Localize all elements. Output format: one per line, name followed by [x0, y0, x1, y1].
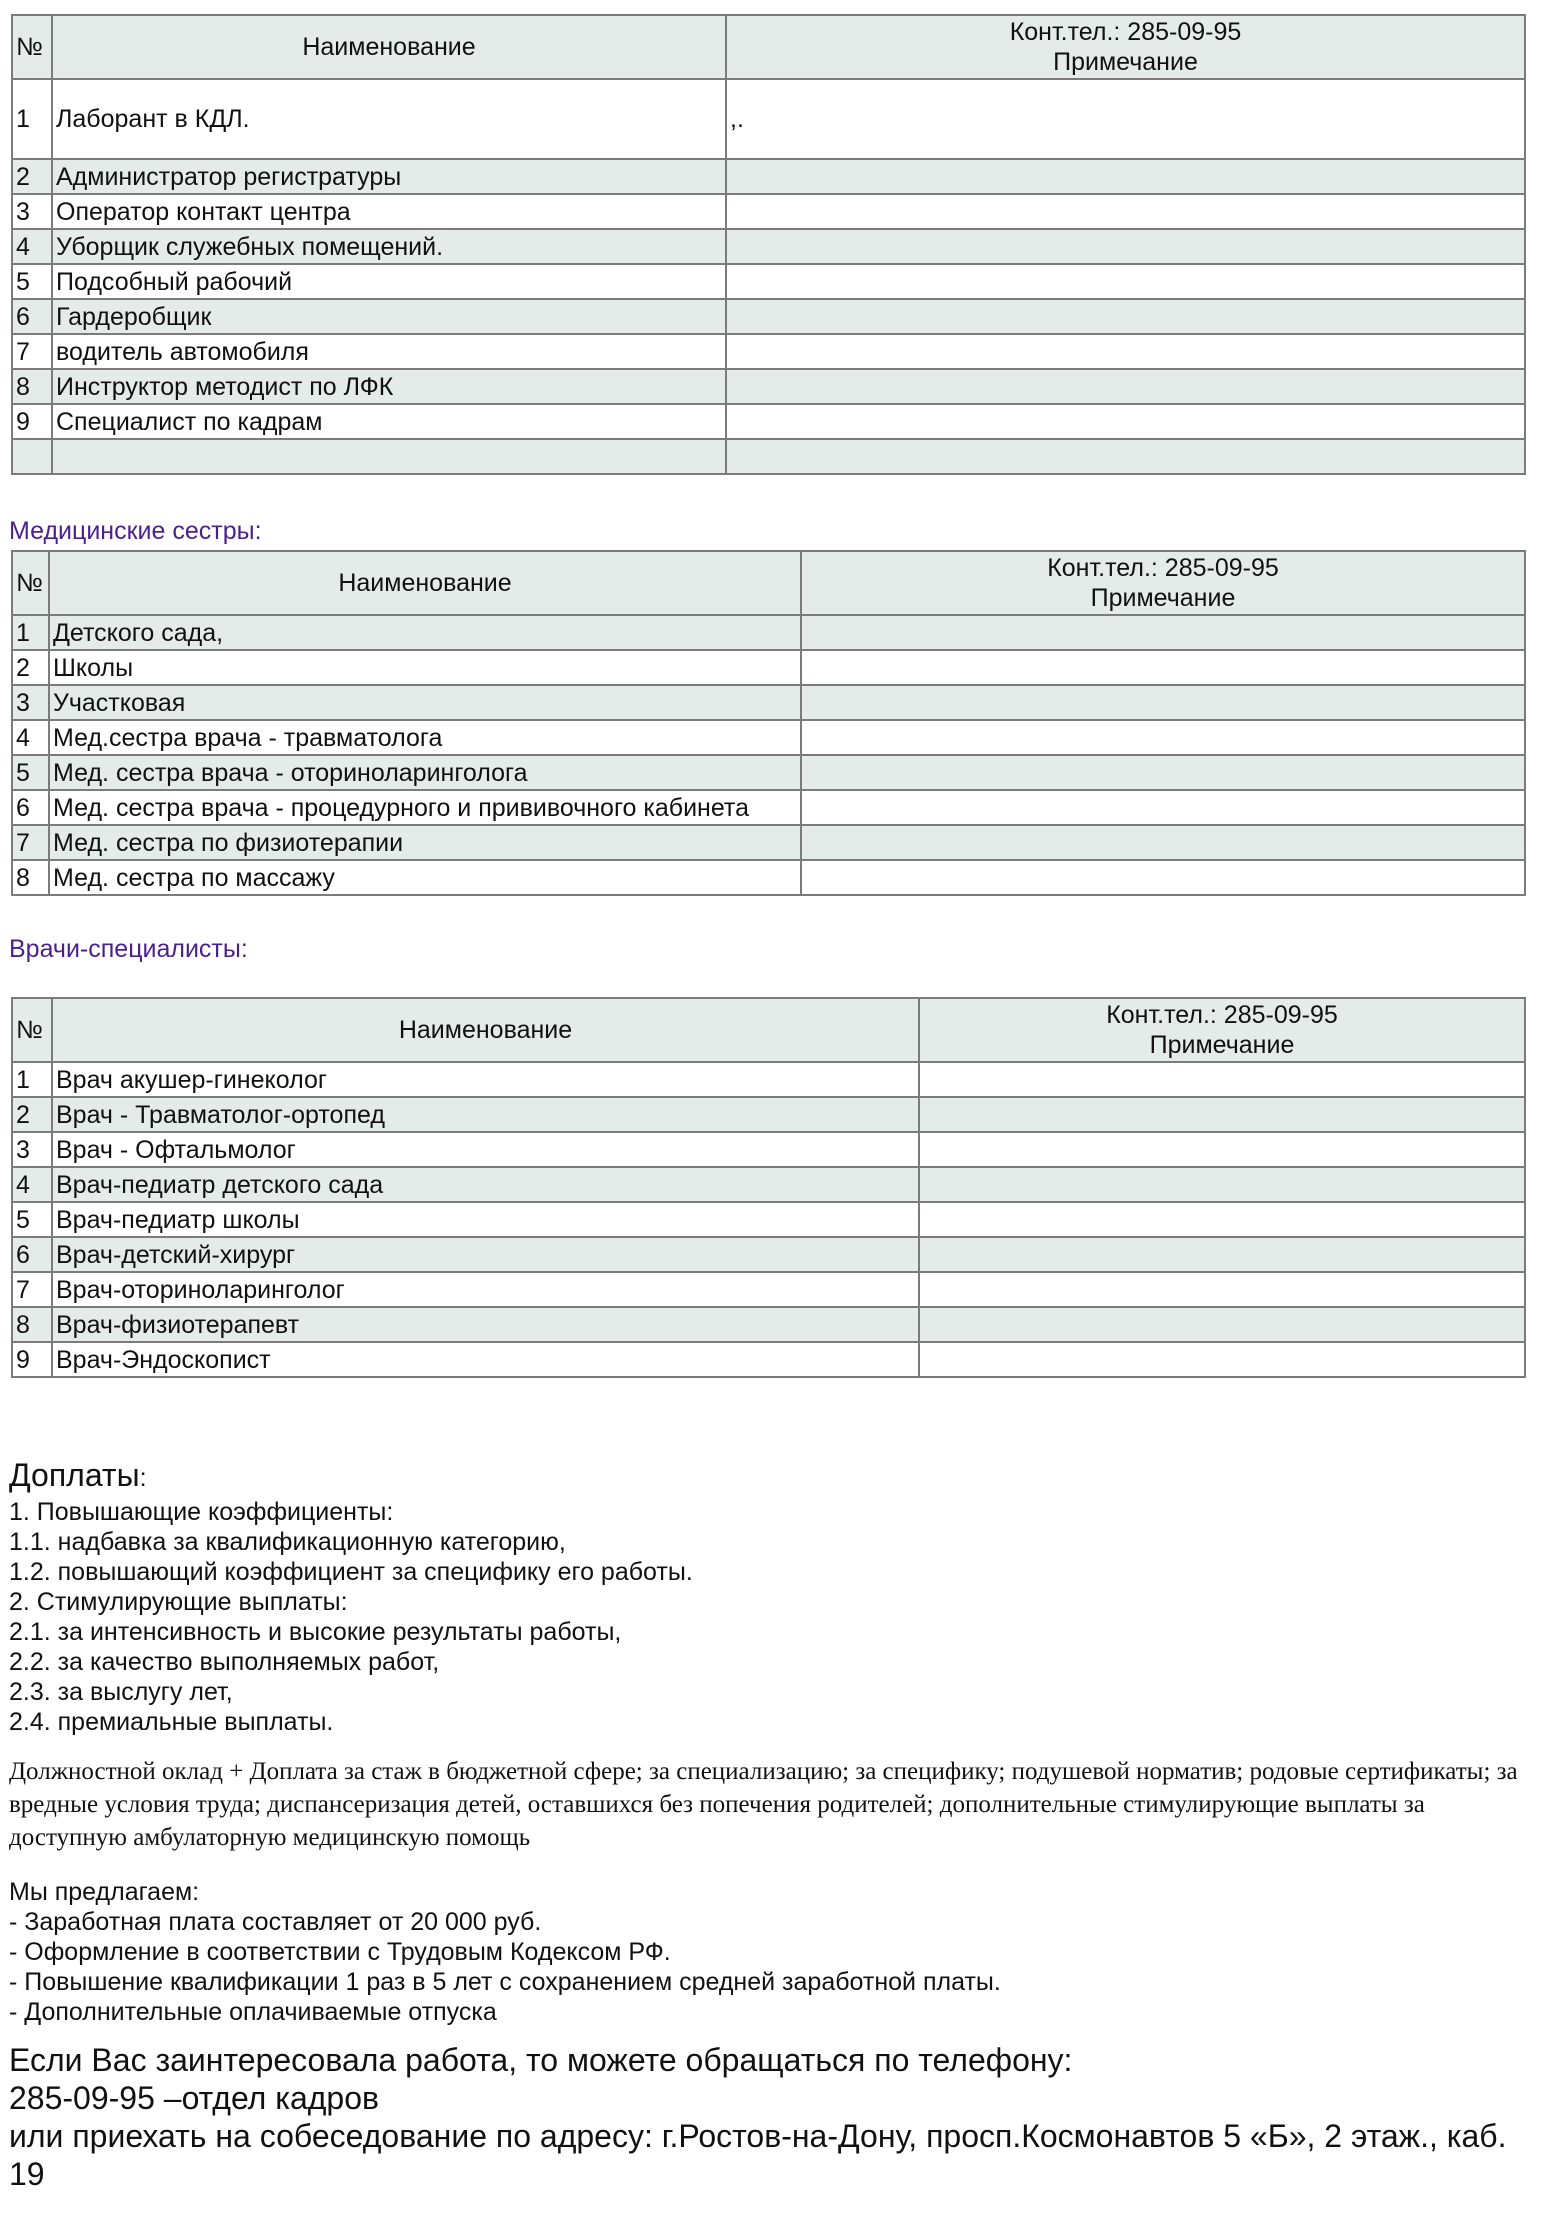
header-name: Наименование [52, 998, 919, 1062]
row-number: 6 [12, 299, 52, 334]
row-note [726, 369, 1525, 404]
table-row [12, 1062, 1525, 1097]
contact-line-1: Если Вас заинтересовала работа, то можете обращаться по телефону: [9, 2042, 1073, 2078]
table-row [12, 79, 1525, 159]
doctors-body [12, 1062, 1525, 1377]
row-note [726, 229, 1525, 264]
row-name: Лаборант в КДЛ. [52, 79, 726, 159]
table-row [12, 755, 1525, 790]
row-number: 5 [12, 755, 49, 790]
nurses-section-title: Медицинские сестры: [9, 517, 262, 545]
row-number: 3 [12, 685, 49, 720]
table-row [12, 439, 1525, 474]
offer-section [9, 1877, 1001, 2027]
bonuses-line: 1. Повышающие коэффициенты: [9, 1498, 394, 1526]
bonuses-section [9, 1456, 693, 1737]
row-name: Врач-педиатр детского сада [52, 1167, 919, 1202]
bonuses-line: 2. Стимулирующие выплаты: [9, 1588, 348, 1616]
table-header-row [12, 998, 1525, 1062]
row-name: Мед. сестра по физиотерапии [49, 825, 801, 860]
contact-line-2: 285-09-95 –отдел кадров [9, 2080, 379, 2116]
row-name: Участковая [49, 685, 801, 720]
nurses-body [12, 615, 1525, 895]
bonuses-heading [9, 1456, 693, 1497]
table-row [12, 650, 1525, 685]
doctors-section-title: Врачи-специалисты: [9, 935, 248, 963]
row-note [801, 790, 1525, 825]
row-note [919, 1237, 1525, 1272]
row-note [801, 860, 1525, 895]
header-name: Наименование [49, 551, 801, 615]
offer-line: - Повышение квалификации 1 раз в 5 лет с сохранением средней заработной платы. [9, 1968, 1001, 1996]
table-header-row [12, 15, 1525, 79]
table-row [12, 720, 1525, 755]
row-note [801, 685, 1525, 720]
row-note [801, 825, 1525, 860]
table-row [12, 1237, 1525, 1272]
row-note [801, 720, 1525, 755]
header-note [801, 551, 1525, 615]
row-name: Детского сада, [49, 615, 801, 650]
row-note [919, 1097, 1525, 1132]
row-number: 2 [12, 159, 52, 194]
row-number: 5 [12, 1202, 52, 1237]
salary-paragraph: Должностной оклад + Доплата за стаж в бюджетной сфере; за специализацию; за специфику; подушевой норматив; родовые сертификаты; за вредные условия труда; диспансеризация детей, оставшихся без попечения родителей; дополнительные стимулирующие выплаты за доступную амбулаторную медицинскую помощь [9, 1758, 1518, 1851]
row-name: Уборщик служебных помещений. [52, 229, 726, 264]
row-note [801, 615, 1525, 650]
table-row [12, 334, 1525, 369]
row-note [726, 404, 1525, 439]
row-name: Подсобный рабочий [52, 264, 726, 299]
row-note [919, 1307, 1525, 1342]
row-name: водитель автомобиля [52, 334, 726, 369]
row-note [919, 1167, 1525, 1202]
row-number: 2 [12, 650, 49, 685]
row-name: Врач - Офтальмолог [52, 1132, 919, 1167]
row-name: Врач-физиотерапевт [52, 1307, 919, 1342]
table-row [12, 1202, 1525, 1237]
row-name [52, 439, 726, 474]
row-number: 4 [12, 720, 49, 755]
row-number: 3 [12, 1132, 52, 1167]
row-number: 6 [12, 1237, 52, 1272]
row-name: Мед. сестра по массажу [49, 860, 801, 895]
row-name: Врач-оториноларинголог [52, 1272, 919, 1307]
header-note [726, 15, 1525, 79]
row-name: Гардеробщик [52, 299, 726, 334]
table-header-row [12, 551, 1525, 615]
row-number: 8 [12, 369, 52, 404]
row-number: 7 [12, 825, 49, 860]
row-note [726, 194, 1525, 229]
table-row [12, 1307, 1525, 1342]
table-row [12, 1342, 1525, 1377]
row-number: 8 [12, 860, 49, 895]
row-name: Специалист по кадрам [52, 404, 726, 439]
table-row [12, 1132, 1525, 1167]
header-number: № [12, 551, 49, 615]
row-name: Мед. сестра врача - оториноларинголога [49, 755, 801, 790]
offer-line: - Оформление в соответствии с Трудовым Кодексом РФ. [9, 1938, 671, 1966]
table-row [12, 229, 1525, 264]
row-note [801, 755, 1525, 790]
row-name: Оператор контакт центра [52, 194, 726, 229]
row-number: 4 [12, 1167, 52, 1202]
row-note [726, 264, 1525, 299]
row-number: 2 [12, 1097, 52, 1132]
table-row [12, 685, 1525, 720]
table-row [12, 299, 1525, 334]
table-row [12, 615, 1525, 650]
bonuses-line: 2.1. за интенсивность и высокие результаты работы, [9, 1618, 622, 1646]
row-name: Врач акушер-гинеколог [52, 1062, 919, 1097]
header-note [919, 998, 1525, 1062]
header-note-label: Примечание [1090, 584, 1236, 612]
row-name: Мед.сестра врача - травматолога [49, 720, 801, 755]
bonuses-heading-word: Доплаты [9, 1457, 140, 1493]
bonuses-line: 1.1. надбавка за квалификационную категорию, [9, 1528, 566, 1556]
row-note [726, 159, 1525, 194]
row-number: 6 [12, 790, 49, 825]
table-row [12, 1097, 1525, 1132]
row-note [726, 334, 1525, 369]
row-note [726, 299, 1525, 334]
contact-line-3: или приехать на собеседование по адресу: г.Ростов-на-Дону, просп.Космонавтов 5 «Б», 2 этаж., каб. 19 [9, 2118, 1507, 2192]
bonuses-line: 1.2. повышающий коэффициент за специфику его работы. [9, 1558, 693, 1586]
table-row [12, 264, 1525, 299]
header-note-label: Примечание [1149, 1031, 1295, 1059]
header-phone: Конт.тел.: 285-09-95 [1106, 1001, 1338, 1029]
row-number [12, 439, 52, 474]
table-row [12, 1167, 1525, 1202]
row-note [726, 439, 1525, 474]
header-note-label: Примечание [1053, 48, 1198, 76]
contact-section [9, 2041, 1529, 2193]
table-row [12, 1272, 1525, 1307]
header-phone: Конт.тел.: 285-09-95 [1009, 18, 1242, 46]
table-row [12, 194, 1525, 229]
row-name: Врач-детский-хирург [52, 1237, 919, 1272]
table-row [12, 159, 1525, 194]
bonuses-line: 2.3. за выслугу лет, [9, 1678, 233, 1706]
row-name: Врач-педиатр школы [52, 1202, 919, 1237]
bonuses-heading-colon: : [139, 1464, 147, 1492]
offer-line: - Дополнительные оплачиваемые отпуска [9, 1998, 497, 2026]
header-number: № [12, 998, 52, 1062]
row-note [919, 1202, 1525, 1237]
table-row [12, 404, 1525, 439]
nurses-table [11, 550, 1526, 896]
row-number: 5 [12, 264, 52, 299]
row-name: Инструктор методист по ЛФК [52, 369, 726, 404]
row-number: 1 [12, 615, 49, 650]
row-note [919, 1272, 1525, 1307]
row-note [801, 650, 1525, 685]
row-name: Врач-Эндоскопист [52, 1342, 919, 1377]
general-vacancies-body [12, 79, 1525, 474]
row-note [919, 1062, 1525, 1097]
header-number: № [12, 15, 52, 79]
row-number: 7 [12, 1272, 52, 1307]
row-name: Врач - Травматолог-ортопед [52, 1097, 919, 1132]
bonuses-list [9, 1497, 693, 1737]
table-row [12, 790, 1525, 825]
row-number: 3 [12, 194, 52, 229]
row-number: 1 [12, 79, 52, 159]
row-number: 8 [12, 1307, 52, 1342]
offer-line: - Заработная плата составляет от 20 000 руб. [9, 1908, 542, 1936]
table-row [12, 369, 1525, 404]
row-number: 1 [12, 1062, 52, 1097]
row-number: 7 [12, 334, 52, 369]
bonuses-line: 2.4. премиальные выплаты. [9, 1708, 334, 1736]
offer-line: Мы предлагаем: [9, 1878, 200, 1906]
doctors-table [11, 997, 1526, 1378]
row-number: 9 [12, 1342, 52, 1377]
row-note [919, 1342, 1525, 1377]
header-name: Наименование [52, 15, 726, 79]
row-number: 9 [12, 404, 52, 439]
row-number: 4 [12, 229, 52, 264]
row-note: ,. [726, 79, 1525, 159]
table-row [12, 860, 1525, 895]
table-row [12, 825, 1525, 860]
row-name: Мед. сестра врача - процедурного и прививочного кабинета [49, 790, 801, 825]
bonuses-line: 2.2. за качество выполняемых работ, [9, 1648, 440, 1676]
row-name: Школы [49, 650, 801, 685]
row-name: Администратор регистратуры [52, 159, 726, 194]
general-vacancies-table [11, 14, 1526, 475]
row-note [919, 1132, 1525, 1167]
header-phone: Конт.тел.: 285-09-95 [1047, 554, 1279, 582]
